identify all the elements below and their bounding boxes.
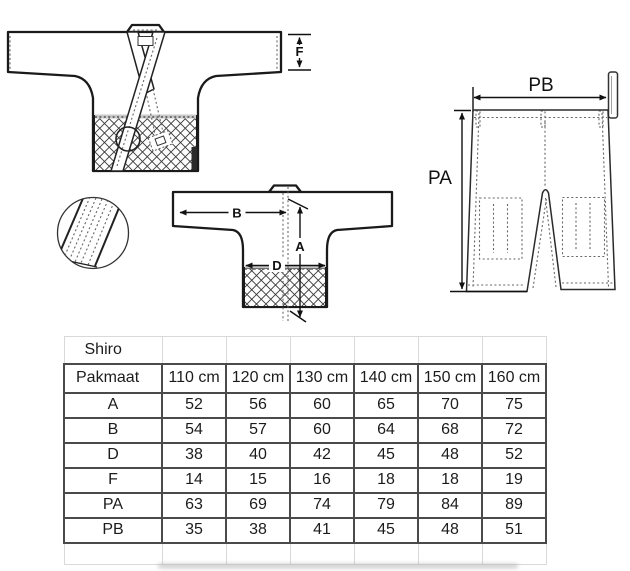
size-header-row [64, 364, 546, 393]
measure-label-pb: PB [528, 75, 554, 96]
jacket-back-hem-panel [244, 268, 326, 307]
empty-cell [162, 543, 226, 565]
measure-row [64, 443, 546, 468]
pants-drawing [428, 72, 617, 292]
measure-value-cell: 68 [418, 418, 482, 443]
belt-loops [476, 111, 603, 127]
jacket-front-drawing [8, 25, 281, 171]
measure-row [64, 518, 546, 543]
measure-label-cell: B [64, 418, 162, 443]
measure-value-cell: 65 [354, 393, 418, 418]
jacket-back-drawing [173, 186, 392, 323]
measure-value-cell: 89 [482, 493, 546, 518]
empty-cell [482, 543, 546, 565]
measure-value-cell: 41 [290, 518, 354, 543]
brand-label-patch [138, 37, 153, 46]
stitch-detail-circle [55, 196, 129, 269]
measure-value-cell: 19 [482, 468, 546, 493]
measure-value-cell: 69 [226, 493, 290, 518]
measure-value-cell: 70 [418, 393, 482, 418]
measure-row [64, 493, 546, 518]
size-header-cell: 130 cm [290, 364, 354, 393]
measure-value-cell: 72 [482, 418, 546, 443]
measure-label-cell: F [64, 468, 162, 493]
brand-row-filler-cell [482, 337, 546, 364]
measure-label-a: A [295, 239, 305, 254]
size-header-label-cell: Pakmaat [64, 364, 162, 393]
size-header-cell: 160 cm [482, 364, 546, 393]
brand-name-cell: Shiro [64, 337, 162, 364]
brand-row-filler-cell [226, 337, 290, 364]
measure-value-cell: 35 [162, 518, 226, 543]
size-header-cell: 120 cm [226, 364, 290, 393]
measure-value-cell: 14 [162, 468, 226, 493]
empty-row [64, 543, 546, 565]
brand-row-filler-cell [418, 337, 482, 364]
jacket-front-hem-panel [94, 116, 197, 171]
measure-label-b: B [232, 205, 242, 221]
measure-value-cell: 45 [354, 518, 418, 543]
pants-length-measure [428, 111, 527, 292]
measure-label-d: D [272, 258, 282, 273]
size-table [63, 336, 547, 565]
waist-width-measure [473, 75, 606, 112]
measure-label-cell: D [64, 443, 162, 468]
cuff-width-measure [288, 35, 311, 71]
measure-value-cell: 75 [482, 393, 546, 418]
table-shadow [158, 564, 518, 568]
measure-value-cell: 60 [290, 418, 354, 443]
measure-row [64, 393, 546, 418]
measure-value-cell: 40 [226, 443, 290, 468]
measure-value-cell: 74 [290, 493, 354, 518]
brand-row-filler-cell [354, 337, 418, 364]
measure-value-cell: 54 [162, 418, 226, 443]
brand-row-filler-cell [290, 337, 354, 364]
measure-value-cell: 45 [354, 443, 418, 468]
size-header-cell: 150 cm [418, 364, 482, 393]
empty-cell [290, 543, 354, 565]
measure-value-cell: 48 [418, 518, 482, 543]
measure-label-cell: PB [64, 518, 162, 543]
empty-cell [354, 543, 418, 565]
empty-cell [418, 543, 482, 565]
measure-label-f: F [295, 44, 304, 59]
measure-value-cell: 60 [290, 393, 354, 418]
measure-label-pa: PA [428, 168, 452, 189]
measure-value-cell: 48 [418, 443, 482, 468]
measure-value-cell: 79 [354, 493, 418, 518]
size-header-cell: 110 cm [162, 364, 226, 393]
left-knee-pad [480, 198, 523, 259]
empty-cell [64, 543, 162, 565]
measure-value-cell: 18 [418, 468, 482, 493]
side-vent-bar [192, 147, 198, 170]
measure-value-cell: 16 [290, 468, 354, 493]
measure-value-cell: 52 [162, 393, 226, 418]
brand-row [64, 337, 546, 364]
measure-value-cell: 56 [226, 393, 290, 418]
measure-value-cell: 57 [226, 418, 290, 443]
size-header-cell: 140 cm [354, 364, 418, 393]
empty-cell [226, 543, 290, 565]
pants-stitch-dots [468, 113, 613, 288]
measure-value-cell: 18 [354, 468, 418, 493]
measure-value-cell: 84 [418, 493, 482, 518]
measure-label-cell: PA [64, 493, 162, 518]
pants-outline [467, 110, 616, 292]
measure-label-cell: A [64, 393, 162, 418]
measure-value-cell: 15 [226, 468, 290, 493]
measure-value-cell: 51 [482, 518, 546, 543]
measure-row [64, 468, 546, 493]
measure-value-cell: 64 [354, 418, 418, 443]
measure-value-cell: 52 [482, 443, 546, 468]
brand-row-filler-cell [162, 337, 226, 364]
measure-value-cell: 63 [162, 493, 226, 518]
measure-value-cell: 38 [162, 443, 226, 468]
measure-row [64, 418, 546, 443]
measure-value-cell: 42 [290, 443, 354, 468]
right-knee-pad [563, 198, 605, 257]
size-table-body [64, 393, 546, 543]
waistband-tab [609, 72, 618, 118]
measure-value-cell: 38 [226, 518, 290, 543]
